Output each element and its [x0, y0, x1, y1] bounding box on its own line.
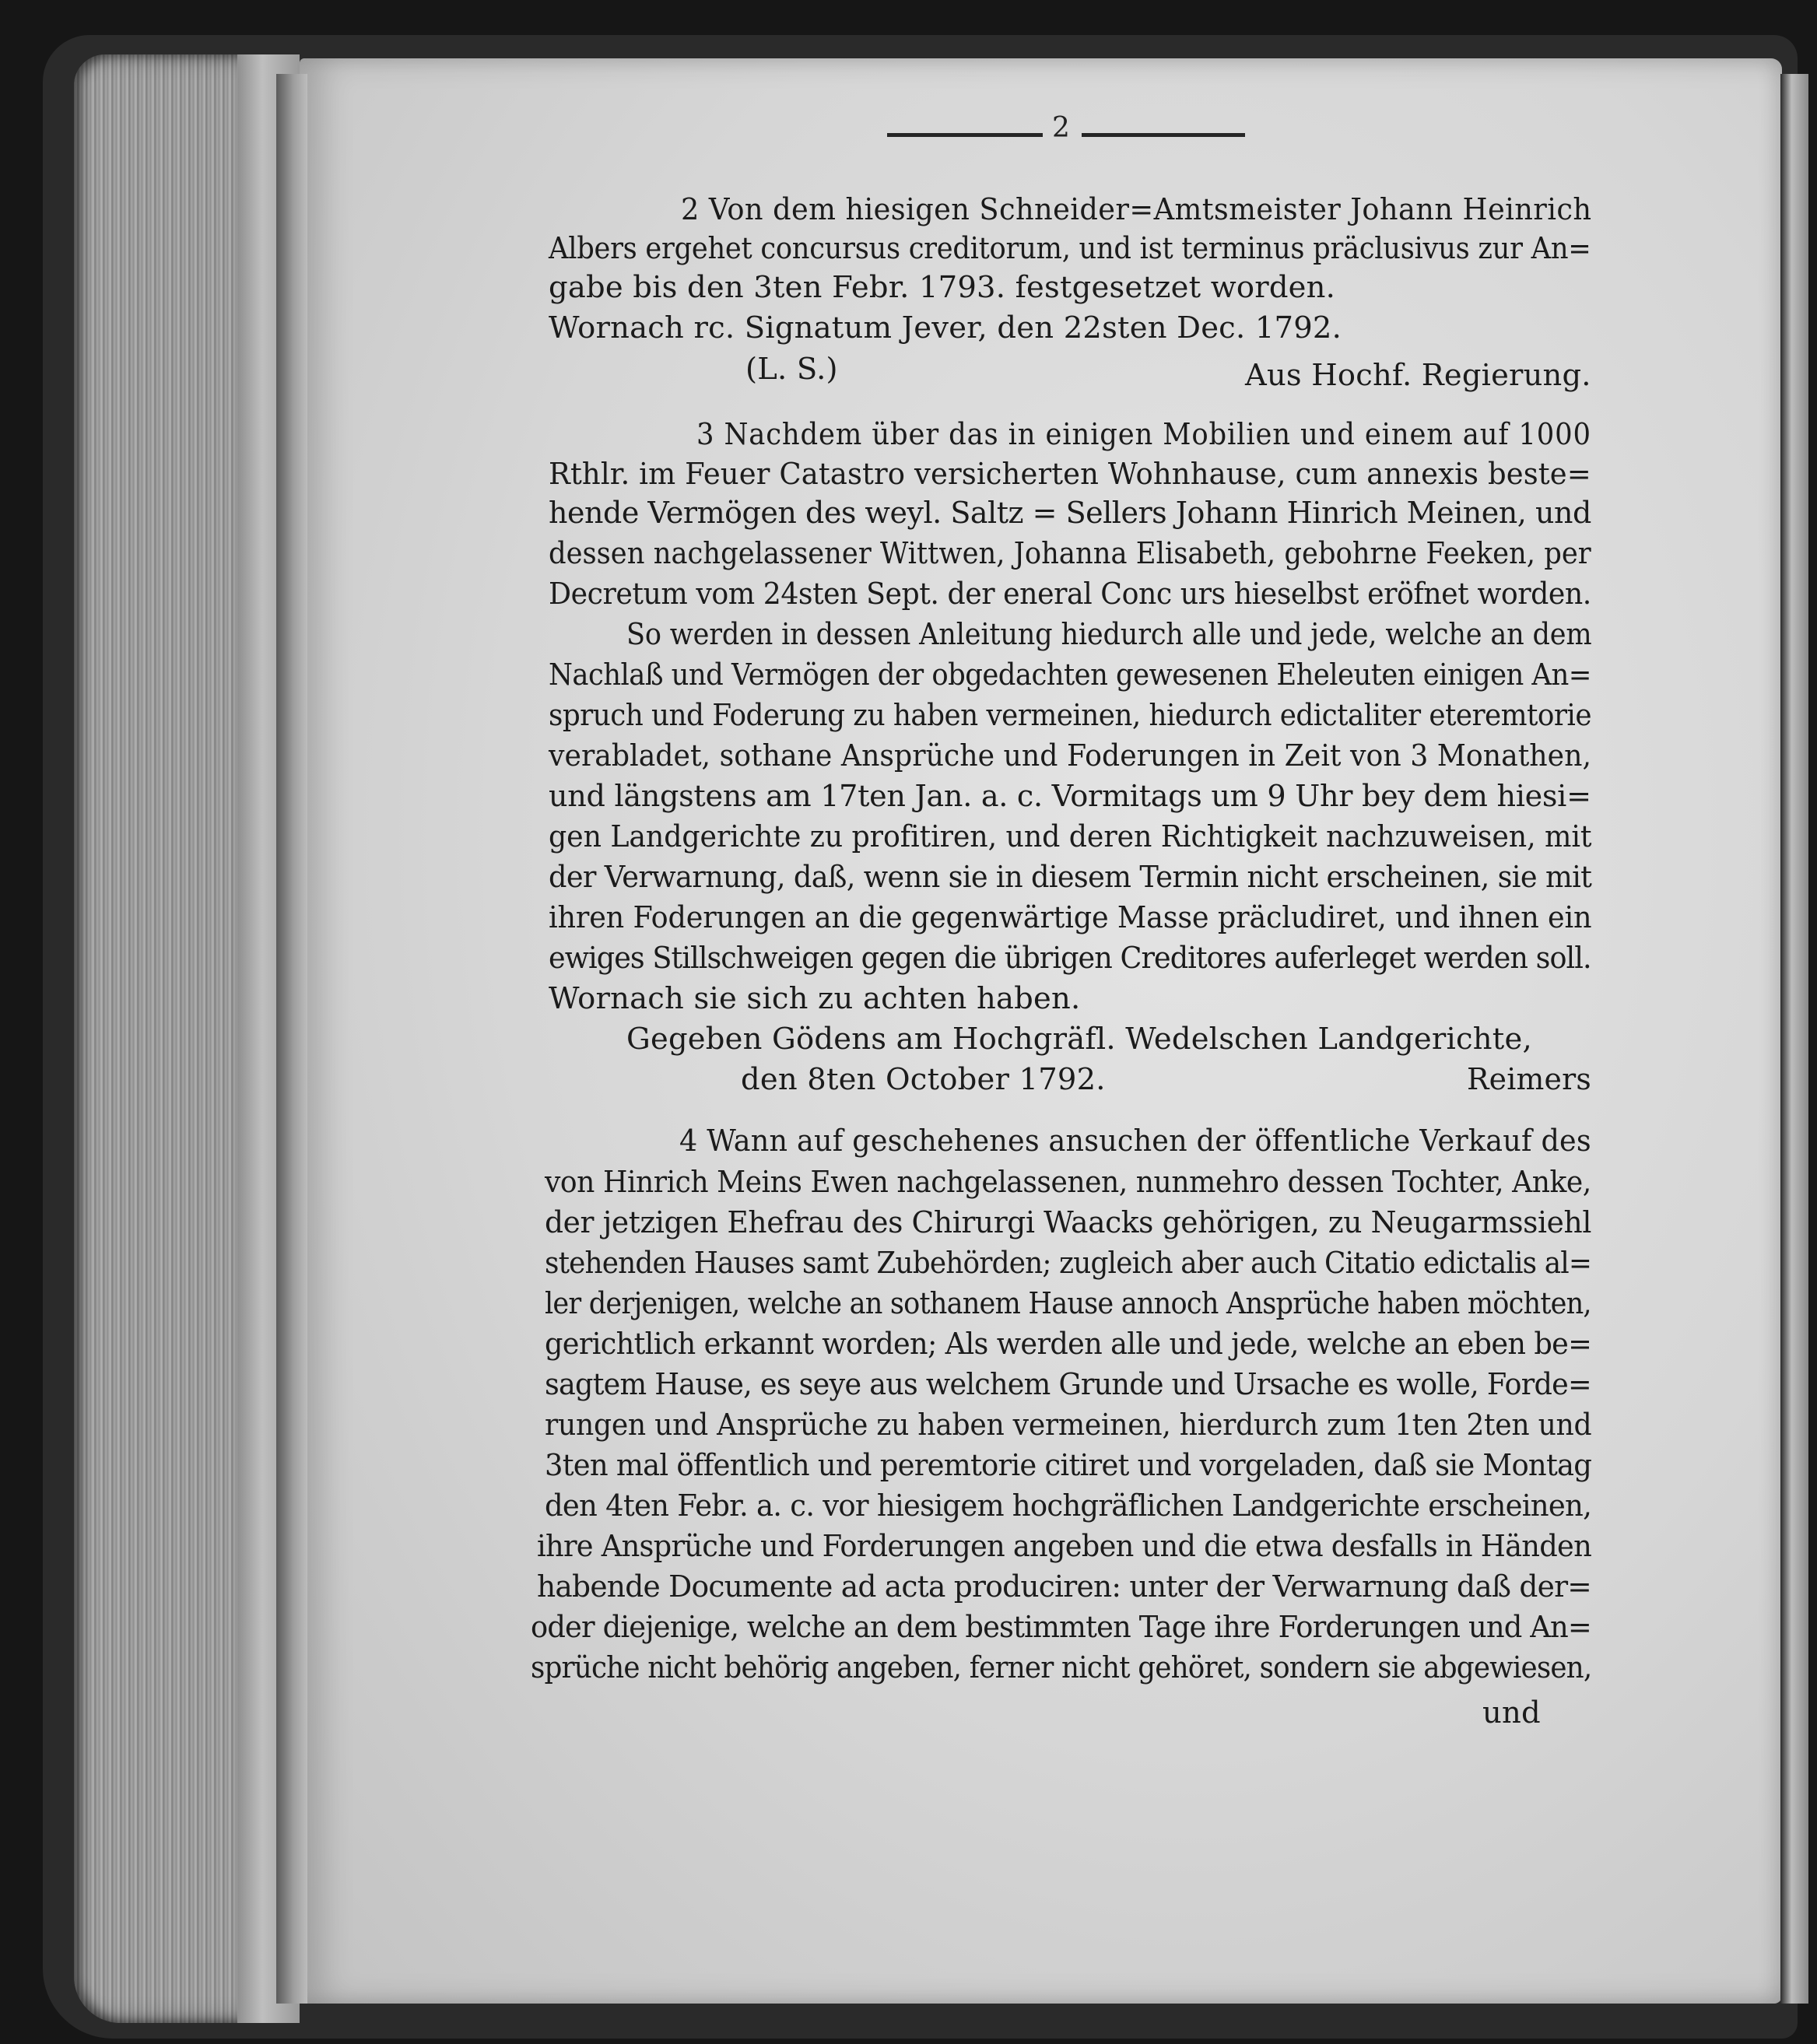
notice-2-line-2: Albers ergehet concursus creditorum, und ist terminus präclusivus zur An=	[549, 231, 1591, 266]
notice-3-line-8: spruch und Foderung zu haben vermeinen, hiedurch edictaliter eteremtorie	[549, 698, 1591, 733]
notice-3-date: den 8ten October 1792.	[741, 1062, 1106, 1097]
page-number: 2	[1052, 112, 1070, 144]
catchword: und	[1482, 1695, 1541, 1730]
notice-3-line-4: dessen nachgelassener Wittwen, Johanna Elisabeth, gebohrne Feeken, per	[549, 536, 1591, 571]
notice-4-line-14: sprüche nicht behörig angeben, ferner nicht gehöret, sondern sie abgewiesen,	[531, 1650, 1592, 1685]
notice-4-line-10: den 4ten Febr. a. c. vor hiesigem hochgräflichen Landgerichte erscheinen,	[545, 1488, 1592, 1523]
notice-4-line-9: 3ten mal öffentlich und peremtorie citiret und vorgeladen, daß sie Montag	[545, 1448, 1592, 1483]
notice-3-line-6: So werden in dessen Anleitung hiedurch alle und jede, welche an dem	[626, 617, 1592, 652]
notice-2-seal: (L. S.)	[745, 352, 838, 387]
notice-2-signature: Aus Hochf. Regierung.	[1245, 358, 1591, 393]
notice-4-line-2: von Hinrich Meins Ewen nachgelassenen, nunmehro dessen Tochter, Anke,	[545, 1165, 1591, 1200]
notice-3-line-16: Gegeben Gödens am Hochgräfl. Wedelschen Landgerichte,	[626, 1022, 1532, 1057]
notice-3-line-9: verabladet, sothane Ansprüche und Foderungen in Zeit von 3 Monathen,	[549, 738, 1591, 773]
notice-4-line-13: oder diejenige, welche an dem bestimmten Tage ihre Forderungen und An=	[531, 1610, 1591, 1645]
notice-4-line-11: ihre Ansprüche und Forderungen angeben und die etwa desfalls in Händen	[537, 1529, 1592, 1564]
notice-4-line-5: ler derjenigen, welche an sothanem Hause annoch Ansprüche haben möchten,	[545, 1286, 1591, 1321]
notice-4-line-8: rungen und Ansprüche zu haben vermeinen, hierdurch zum 1ten 2ten und	[545, 1408, 1592, 1443]
notice-2-line-1: 2 Von dem hiesigen Schneider=Amtsmeister Johann Heinrich	[681, 192, 1592, 227]
notice-2-line-4: Wornach rc. Signatum Jever, den 22sten Dec. 1792.	[549, 310, 1342, 345]
notice-3-line-12: der Verwarnung, daß, wenn sie in diesem Termin nicht erscheinen, sie mit	[549, 860, 1592, 895]
notice-4-line-1: 4 Wann auf geschehenes ansuchen der öffentliche Verkauf des	[679, 1124, 1591, 1159]
notice-3-line-10: und längstens am 17ten Jan. a. c. Vormitags um 9 Uhr bey dem hiesi=	[549, 779, 1591, 814]
notice-4-line-3: der jetzigen Ehefrau des Chirurgi Waacks gehörigen, zu Neugarmssiehl	[545, 1205, 1591, 1240]
notice-3-line-1: 3 Nachdem über das in einigen Mobilien und einem auf 1000	[696, 417, 1591, 452]
notice-3-line-5: Decretum vom 24sten Sept. der eneral Conc urs hieselbst eröfnet worden.	[549, 577, 1591, 612]
page-header	[887, 109, 1245, 156]
notice-3-line-2: Rthlr. im Feuer Catastro versicherten Wohnhause, cum annexis beste=	[549, 457, 1591, 492]
notice-3-line-3: hende Vermögen des weyl. Saltz = Sellers Johann Hinrich Meinen, und	[549, 496, 1591, 531]
header-rule-left	[887, 133, 1043, 137]
notice-4-line-7: sagtem Hause, es seye aus welchem Grunde und Ursache es wolle, Forde=	[545, 1367, 1591, 1402]
notice-3-line-14: ewiges Stillschweigen gegen die übrigen Creditores auferleget werden soll.	[549, 941, 1591, 976]
notice-3-line-7: Nachlaß und Vermögen der obgedachten gewesenen Eheleuten einigen An=	[549, 657, 1591, 692]
header-rule-right	[1082, 133, 1245, 137]
facing-page-edge	[1780, 74, 1808, 2004]
notice-4-line-12: habende Documente ad acta produciren: unter der Verwarnung daß der=	[537, 1569, 1591, 1604]
notice-4-line-4: stehenden Hauses samt Zubehörden; zugleich aber auch Citatio edictalis al=	[545, 1246, 1592, 1281]
notice-3-line-11: gen Landgerichte zu profitiren, und deren Richtigkeit nachzuweisen, mit	[549, 819, 1592, 854]
notice-3-signature: Reimers	[1467, 1062, 1591, 1097]
book-gutter	[276, 74, 307, 2004]
notice-3-line-15: Wornach sie sich zu achten haben.	[549, 981, 1081, 1016]
page-block-edges	[74, 54, 300, 2023]
notice-3-line-13: ihren Foderungen an die gegenwärtige Masse präcludiret, und ihnen ein	[549, 900, 1592, 935]
notice-4-line-6: gerichtlich erkannt worden; Als werden alle und jede, welche an eben be=	[545, 1327, 1592, 1362]
notice-2-line-3: gabe bis den 3ten Febr. 1793. festgesetzet worden.	[549, 270, 1336, 305]
